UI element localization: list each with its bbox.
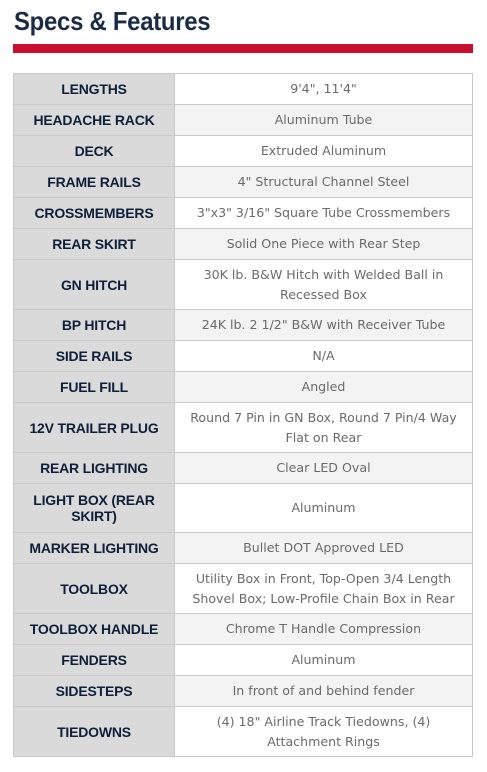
spec-label: TOOLBOX bbox=[14, 564, 175, 614]
spec-value: 24K lb. 2 1/2" B&W with Receiver Tube bbox=[175, 310, 473, 341]
spec-row-toolbox-handle bbox=[14, 614, 473, 645]
spec-value: Aluminum Tube bbox=[175, 105, 473, 136]
spec-row-lengths bbox=[14, 74, 473, 105]
spec-label: HEADACHE RACK bbox=[14, 105, 175, 136]
spec-row-rear-skirt bbox=[14, 229, 473, 260]
spec-value: Aluminum bbox=[175, 484, 473, 533]
spec-label: FRAME RAILS bbox=[14, 167, 175, 198]
spec-row-marker-lighting bbox=[14, 533, 473, 564]
specs-table bbox=[13, 73, 473, 757]
spec-label: SIDE RAILS bbox=[14, 341, 175, 372]
spec-value: Angled bbox=[175, 372, 473, 403]
spec-value: Aluminum bbox=[175, 645, 473, 676]
spec-row-headache-rack bbox=[14, 105, 473, 136]
spec-value: Solid One Piece with Rear Step bbox=[175, 229, 473, 260]
spec-row-frame-rails bbox=[14, 167, 473, 198]
title-underline bbox=[13, 44, 473, 53]
spec-row-fenders bbox=[14, 645, 473, 676]
spec-value: Chrome T Handle Compression bbox=[175, 614, 473, 645]
spec-label: FUEL FILL bbox=[14, 372, 175, 403]
spec-label: REAR SKIRT bbox=[14, 229, 175, 260]
spec-value: Clear LED Oval bbox=[175, 453, 473, 484]
spec-label: FENDERS bbox=[14, 645, 175, 676]
spec-value: 4" Structural Channel Steel bbox=[175, 167, 473, 198]
spec-row-side-rails bbox=[14, 341, 473, 372]
spec-row-light-box bbox=[14, 484, 473, 533]
spec-label: 12V TRAILER PLUG bbox=[14, 403, 175, 453]
spec-row-deck bbox=[14, 136, 473, 167]
spec-label: LENGTHS bbox=[14, 74, 175, 105]
spec-label: MARKER LIGHTING bbox=[14, 533, 175, 564]
spec-label: DECK bbox=[14, 136, 175, 167]
spec-row-fuel-fill bbox=[14, 372, 473, 403]
spec-row-bp-hitch bbox=[14, 310, 473, 341]
spec-value: N/A bbox=[175, 341, 473, 372]
spec-row-crossmembers bbox=[14, 198, 473, 229]
spec-row-12v-trailer-plug bbox=[14, 403, 473, 453]
spec-label: GN HITCH bbox=[14, 260, 175, 310]
spec-label: LIGHT BOX (REAR SKIRT) bbox=[14, 484, 175, 533]
section-title: Specs & Features bbox=[14, 6, 211, 36]
spec-label: REAR LIGHTING bbox=[14, 453, 175, 484]
spec-label: SIDESTEPS bbox=[14, 676, 175, 707]
spec-value: (4) 18" Airline Track Tiedowns, (4) Attachment Rings bbox=[175, 707, 473, 757]
spec-label: TOOLBOX HANDLE bbox=[14, 614, 175, 645]
spec-value: Extruded Aluminum bbox=[175, 136, 473, 167]
spec-value: 9'4", 11'4" bbox=[175, 74, 473, 105]
spec-row-gn-hitch bbox=[14, 260, 473, 310]
spec-label: CROSSMEMBERS bbox=[14, 198, 175, 229]
spec-value: Round 7 Pin in GN Box, Round 7 Pin/4 Way Flat on Rear bbox=[175, 403, 473, 453]
spec-value: Utility Box in Front, Top-Open 3/4 Length Shovel Box; Low-Profile Chain Box in Rear bbox=[175, 564, 473, 614]
spec-value: Bullet DOT Approved LED bbox=[175, 533, 473, 564]
spec-row-toolbox bbox=[14, 564, 473, 614]
spec-label: TIEDOWNS bbox=[14, 707, 175, 757]
spec-value: In front of and behind fender bbox=[175, 676, 473, 707]
spec-row-rear-lighting bbox=[14, 453, 473, 484]
spec-row-sidesteps bbox=[14, 676, 473, 707]
spec-row-tiedowns bbox=[14, 707, 473, 757]
spec-label: BP HITCH bbox=[14, 310, 175, 341]
spec-value: 3"x3" 3/16" Square Tube Crossmembers bbox=[175, 198, 473, 229]
spec-value: 30K lb. B&W Hitch with Welded Ball in Recessed Box bbox=[175, 260, 473, 310]
